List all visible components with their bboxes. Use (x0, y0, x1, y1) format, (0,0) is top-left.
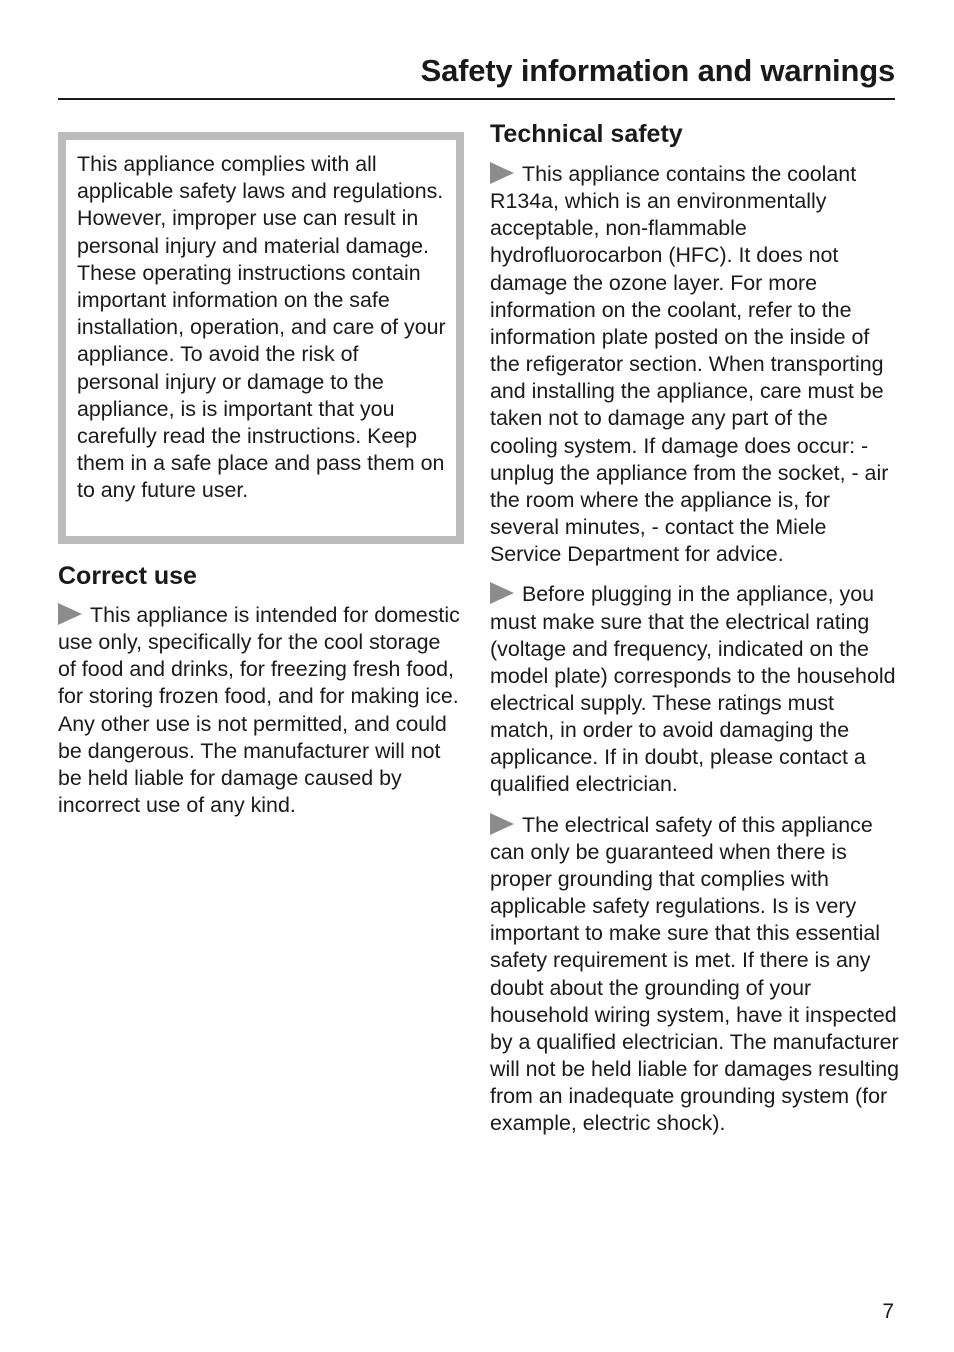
correct-use-paragraph (58, 602, 464, 819)
grounding-paragraph (490, 812, 900, 1138)
triangle-bullet-icon (490, 162, 514, 184)
triangle-bullet-icon (490, 582, 514, 604)
page-header (58, 48, 895, 100)
electrical-rating-paragraph (490, 581, 900, 798)
safety-notice-box (58, 132, 464, 544)
paragraph-text: This appliance contains the coolant R134a, which is an environmentally acceptable, non-flammable hydrofluorocarbon (HFC). It does not damage the ozone layer. For more information on the coolant, refer to the information plate posted on the inside of the refigerator section. When transporting and installing the appliance, care must be taken not to damage any part of the cooling system. If damage does occur: - unplug the appliance from the socket, - air the room where the appliance is, for several minutes, - contact the Miele Service Department for advice. (490, 162, 889, 567)
correct-use-heading: Correct use (58, 562, 197, 590)
page-title: Safety information and warnings (420, 53, 895, 88)
technical-safety-heading: Technical safety (490, 120, 683, 148)
coolant-paragraph (490, 161, 900, 568)
paragraph-text: Before plugging in the appliance, you must make sure that the electrical rating (voltage and frequency, indicated on the model plate) corresponds to the household electrical supply. These ratings must match, in order to avoid damaging the applicance. If in doubt, please contact a qualified electrician. (490, 582, 896, 797)
triangle-bullet-icon (490, 813, 514, 835)
paragraph-text: This appliance is intended for domestic use only, specifically for the cool storage of food and drinks, for freezing fresh food, for storing frozen food, and for making ice. Any other use is not permitted, and could be dangerous. The manufacturer will not be held liable for damage caused by incorrect use of any kind. (58, 603, 460, 818)
left-column (58, 132, 464, 832)
safety-notice-text: This appliance complies with all applicable safety laws and regulations. However, improper use can result in personal injury and material damage. These operating instructions contain important information on the safe installation, operation, and care of your appliance. To avoid the risk of personal injury or damage to the appliance, is is important that you carefully read the instructions. Keep them in a safe place and pass them on to any future user. (77, 152, 446, 503)
page-number: 7 (882, 1300, 894, 1323)
triangle-bullet-icon (58, 603, 82, 625)
paragraph-text: The electrical safety of this appliance can only be guaranteed when there is proper grounding that complies with applicable safety regulations. Is is very important to make sure that this essential safety requirement is met. If there is any doubt about the grounding of your household wiring system, have it inspected by a qualified electrician. The manufacturer will not be held liable for damages resulting from an inadequate grounding system (for example, electric shock). (490, 812, 900, 1136)
right-column (490, 118, 900, 1150)
